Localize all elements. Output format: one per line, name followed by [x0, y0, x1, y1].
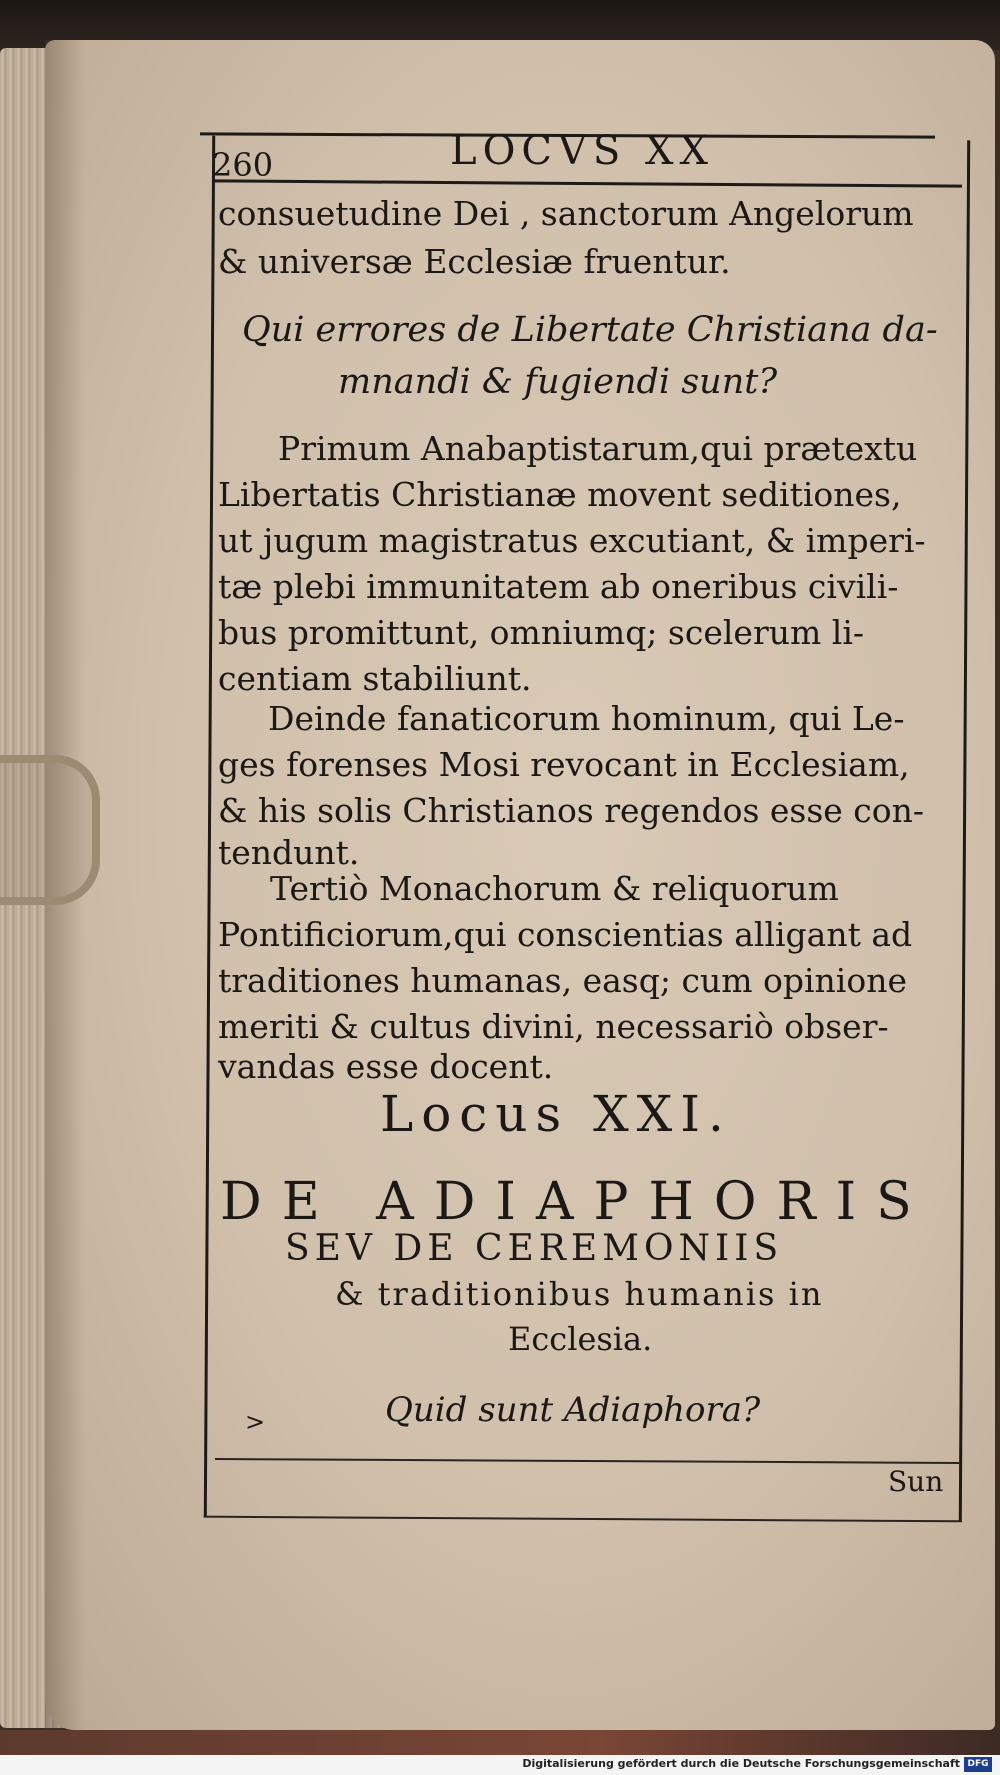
text-line: tendunt.: [218, 833, 360, 872]
text-line: tæ plebi immunitatem ab oneribus civili-: [218, 567, 899, 606]
text-line: Primum Anabaptistarum,qui prætextu: [278, 429, 918, 468]
text-line: consuetudine Dei , sanctorum Angelorum: [218, 194, 914, 233]
section-subtitle: SEV DE CEREMONIIS: [285, 1228, 784, 1269]
section-subtitle: Ecclesia.: [508, 1320, 653, 1358]
text-line: bus promittunt, omniumq; scelerum li-: [218, 613, 865, 652]
text-line: Libertatis Christianæ movent seditiones,: [218, 475, 902, 514]
running-title: LOCVS XX: [450, 128, 714, 174]
question-heading: Qui errores de Libertate Christiana da-: [242, 310, 938, 350]
text-line: traditiones humanas, easq; cum opinione: [218, 961, 907, 1000]
text-line: Tertiò Monachorum & reliquorum: [270, 869, 839, 908]
text-line: & his solis Christianos regendos esse con-: [218, 791, 925, 830]
section-heading: Locus XXI.: [380, 1085, 732, 1143]
dfg-logo: DFG: [964, 1757, 992, 1772]
text-line: centiam stabiliunt.: [218, 659, 532, 698]
footer-credit: Digitalisierung gefördert durch die Deutsche Forschungsgemeinschaft: [522, 1757, 960, 1770]
question-heading: Quid sunt Adiaphora?: [385, 1390, 761, 1430]
text-line: meriti & cultus divini, necessariò obser-: [218, 1007, 889, 1046]
text-line: Deinde fanaticorum hominum, qui Le-: [268, 699, 905, 738]
text-line: ges forenses Mosi revocant in Ecclesiam,: [218, 745, 910, 784]
question-heading: mnandi & fugiendi sunt?: [338, 362, 778, 402]
section-subtitle: & traditionibus humanis in: [335, 1275, 824, 1313]
text-line: ut jugum magistratus excutiant, & imperi-: [218, 521, 926, 560]
page-number: 260: [212, 146, 274, 184]
text-line: vandas esse docent.: [218, 1047, 554, 1086]
catchword: Sun: [888, 1465, 944, 1498]
section-title: DE ADIAPHORIS: [220, 1172, 932, 1232]
text-line: Pontificiorum,qui conscientias alligant ad: [218, 915, 913, 954]
margin-mark: >: [245, 1408, 266, 1436]
text-line: & universæ Ecclesiæ fruentur.: [218, 242, 731, 281]
